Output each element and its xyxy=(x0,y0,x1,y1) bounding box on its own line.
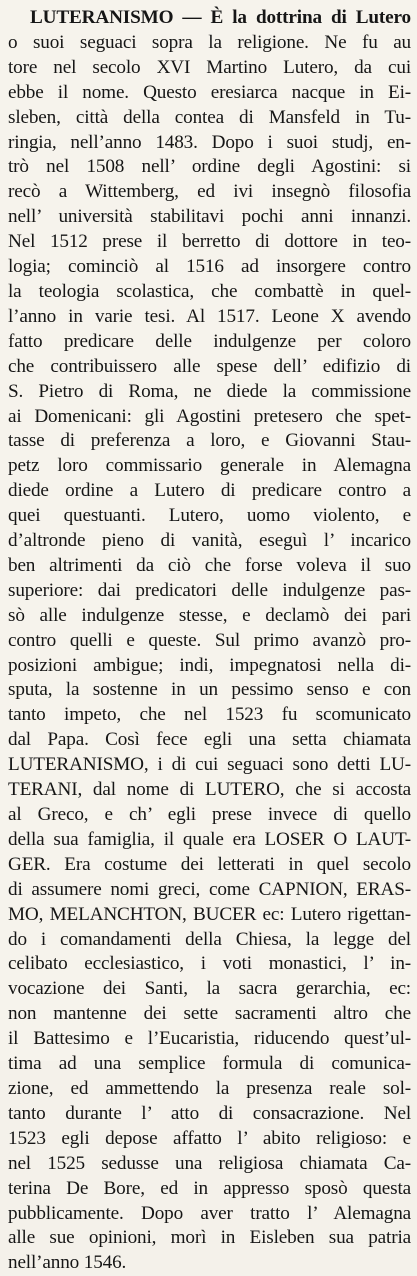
text-line: il Battesimo e l’Eucaristia, riducendo quest’ul- xyxy=(8,1028,411,1050)
text-line: quei questuanti. Lutero, uomo violento, e xyxy=(8,505,411,527)
text-line: sputa, la sostenne in un pessimo senso e con xyxy=(8,679,411,701)
text-line: MO, MELANCHTON, BUCER ec: Lutero rigettan- xyxy=(8,903,411,925)
text-line: LUTERANISMO — È la dottrina di Lutero xyxy=(30,7,411,28)
text-line: contro quelli e queste. Sul primo avanzò pro- xyxy=(8,629,411,651)
text-line: posizioni ambigue; indi, impegnatosi nella di- xyxy=(8,654,411,676)
text-line: trò nel 1508 nell’ ordine degli Agostini: si xyxy=(8,156,411,178)
text-line: logia; cominciò al 1516 ad insorgere contro xyxy=(8,256,411,278)
text-line: LUTERANISMO, i di cui seguaci sono detti LU- xyxy=(8,754,411,776)
text-line: tasse di preferenza a loro, e Giovanni Stau- xyxy=(8,430,411,452)
text-line: TERANI, dal nome di LUTERO, che si accosta xyxy=(8,779,411,801)
text-line: della sua famiglia, il quale era LOSER O LAUT- xyxy=(8,828,411,850)
text-line: celibato ecclesiastico, i voti monastici, l’ in- xyxy=(8,953,411,975)
text-line: alle sue opinioni, morì in Eisleben sua patria xyxy=(8,1227,411,1249)
text-line: 1523 egli depose affatto l’ abito religioso: e xyxy=(8,1127,411,1149)
text-line: terina De Bore, ed in appresso sposò questa xyxy=(8,1177,411,1199)
text-line: la teologia scolastica, che combattè in quel- xyxy=(8,280,411,302)
text-line: ringia, nell’anno 1483. Dopo i suoi studj, en- xyxy=(8,131,411,153)
text-line: fatto predicare delle indulgenze per coloro xyxy=(8,330,411,352)
text-line: diede ordine a Lutero di predicare contro a xyxy=(8,480,411,502)
text-line: recò a Wittemberg, ed ivi insegnò filosofia xyxy=(8,181,411,203)
text-line: l’anno in varie tesi. Al 1517. Leone X avendo xyxy=(8,305,411,327)
text-line: GER. Era costume dei letterati in quel secolo xyxy=(8,853,411,875)
text-line: dal Papa. Così fece egli una setta chiamata xyxy=(8,729,411,751)
text-line: ebbe il nome. Questo eresiarca nacque in Ei- xyxy=(8,81,411,103)
text-line: Nel 1512 prese il berretto di dottore in teo- xyxy=(8,231,411,253)
text-line: d’altronde pieno di vanità, eseguì l’ incarico xyxy=(8,530,411,552)
text-line: al Greco, e ch’ egli prese invece di quello xyxy=(8,804,411,825)
text-line: non mantenne dei sette sacramenti altro che xyxy=(8,1003,411,1025)
text-line: nell’anno 1546. xyxy=(8,1252,127,1274)
text-line: di assumere nomi greci, come CAPNION, ERAS- xyxy=(8,878,411,900)
text-line: tanto durante l’ atto di consacrazione. Nel xyxy=(8,1102,411,1124)
text-line: sò alle indulgenze stesse, e declamò dei pari xyxy=(8,604,411,626)
text-line: sleben, città della contea di Mansfeld in Tu- xyxy=(8,106,411,128)
text-line: tima ad una semplice formula di comunica- xyxy=(8,1053,411,1075)
text-line: superiore: dai predicatori delle indulgenze pas- xyxy=(8,579,411,601)
text-line: nell’ università stabilitavi pochi anni innanzi. xyxy=(8,206,411,228)
text-line: zione, ed ammettendo la presenza reale sol- xyxy=(8,1077,411,1099)
text-line: ai Domenicani: gli Agostini pretesero che spet- xyxy=(8,405,411,427)
text-line: petz loro commissario generale in Alemagna xyxy=(8,455,411,477)
text-line: o suoi seguaci sopra la religione. Ne fu au xyxy=(8,31,411,53)
text-line: S. Pietro di Roma, ne diede la commissione xyxy=(8,380,411,402)
text-line: pubblicamente. Dopo aver tratto l’ Alemagna xyxy=(8,1202,411,1224)
article-luteranismo xyxy=(8,6,411,1276)
text-line: nel 1525 sedusse una religiosa chiamata Ca- xyxy=(8,1152,411,1174)
text-line: tore nel secolo XVI Martino Lutero, da cui xyxy=(8,56,411,78)
text-line: tanto impeto, che nel 1523 fu scomunicato xyxy=(8,704,411,726)
text-line: do i comandamenti della Chiesa, la legge del xyxy=(8,928,411,950)
text-line: ben altrimenti da ciò che forse voleva il suo xyxy=(8,554,411,576)
text-line: che contribuissero alle spese dell’ edifizio di xyxy=(8,355,411,377)
text-line: vocazione dei Santi, la sacra gerarchia, ec: xyxy=(8,978,411,1000)
